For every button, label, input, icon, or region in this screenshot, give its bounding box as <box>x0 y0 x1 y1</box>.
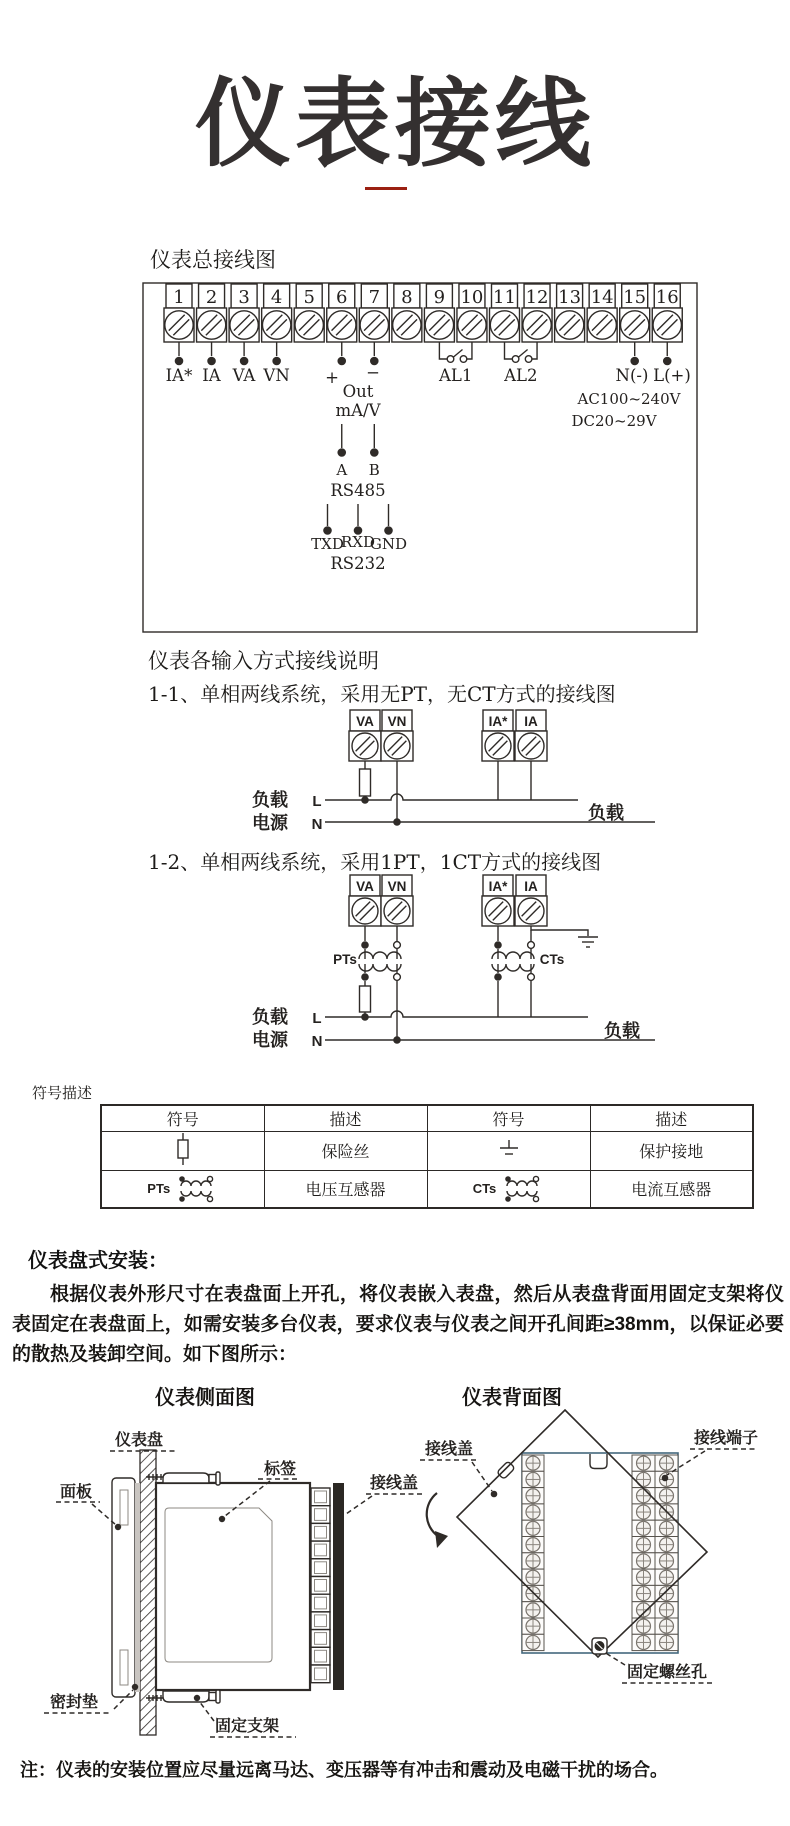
label-line-l: L <box>312 1010 322 1027</box>
label-terminals: 接线端子 <box>694 1430 759 1447</box>
ct-desc-cell: 电流互感器 <box>590 1170 753 1208</box>
overall-diagram-heading: 仪表总接线图 <box>150 248 276 272</box>
label-load-left: 负载 <box>252 1007 288 1027</box>
col-desc-2: 描述 <box>590 1105 753 1131</box>
label-wiring-cover: 接线盖 <box>370 1475 419 1492</box>
pt-desc-cell: 电压互感器 <box>264 1170 427 1208</box>
terminal-label: IA* <box>488 879 508 894</box>
ct-symbol-label: CTs <box>472 1181 497 1197</box>
terminal-number: 9 <box>433 287 446 308</box>
label-load-right: 负载 <box>604 1021 640 1041</box>
pt-transformer <box>359 926 401 1040</box>
mode1-wiring-diagram <box>140 703 670 838</box>
wiring-cover-bar <box>333 1483 344 1690</box>
label-load-right: 负载 <box>588 803 624 823</box>
install-heading: 仪表盘式安装： <box>28 1250 168 1272</box>
terminal-number: 8 <box>401 287 413 308</box>
terminal-number: 13 <box>558 287 582 308</box>
terminal-number: 15 <box>623 287 647 308</box>
label-cts: CTs <box>539 952 565 967</box>
terminal-number: 1 <box>173 287 185 308</box>
terminal-label: VA <box>356 714 374 729</box>
earth-symbol-cell <box>427 1131 590 1170</box>
side-view-diagram <box>30 1405 430 1750</box>
title-divider <box>365 187 407 190</box>
label-ia-star: IA* <box>165 366 193 385</box>
terminal-number: 7 <box>368 287 381 308</box>
label-pts: PTs <box>333 952 357 967</box>
label-out-unit: mA/V <box>335 401 381 420</box>
label-front-panel: 面板 <box>60 1484 93 1501</box>
label-power-dc: DC20~29V <box>571 412 657 430</box>
fuse-symbol <box>360 769 371 796</box>
mode1-title: 1-1、单相两线系统，采用无PT，无CT方式的接线图 <box>148 682 616 706</box>
label-bracket: 固定支架 <box>215 1718 280 1735</box>
label-rs485: RS485 <box>330 481 386 500</box>
terminal-label: VN <box>387 879 407 894</box>
mode1-terminals <box>349 710 547 761</box>
mode2-wiring-diagram <box>140 860 700 1055</box>
terminal-label: IA <box>524 714 538 729</box>
label-line-n: N <box>311 816 323 833</box>
pt-symbol-label: PTs <box>147 1181 171 1197</box>
label-rs232: RS232 <box>330 554 386 573</box>
cover-tab <box>497 1461 515 1479</box>
fuse-symbol-cell <box>101 1131 264 1170</box>
earth-icon <box>496 1139 522 1159</box>
terminal-number: 16 <box>655 287 679 308</box>
label-gasket: 密封垫 <box>50 1694 99 1711</box>
pt-coil-icon <box>174 1174 218 1204</box>
terminal-number: 5 <box>303 287 315 308</box>
pt-symbol-cell <box>101 1170 264 1208</box>
gasket-strip <box>135 1483 140 1692</box>
mode2-title: 1-2、单相两线系统，采用1PT，1CT方式的接线图 <box>148 850 602 874</box>
col-symbol-2: 符号 <box>427 1105 590 1131</box>
rotate-arrow <box>427 1493 448 1548</box>
terminal-number: 10 <box>460 287 484 308</box>
label-ia: IA <box>202 366 221 385</box>
label-source: 电源 <box>252 1030 288 1050</box>
label-power-ac: AC100~240V <box>577 390 681 408</box>
col-desc-1: 描述 <box>264 1105 427 1131</box>
ct-transformer <box>492 926 598 1017</box>
label-load-left: 负载 <box>252 790 288 810</box>
modes-heading: 仪表各输入方式接线说明 <box>148 649 379 673</box>
label-vn: VN <box>263 366 290 385</box>
terminal-number: 12 <box>525 287 549 308</box>
label-rs485-a: A <box>336 461 348 479</box>
fixing-screw-hole <box>592 1638 607 1654</box>
terminal-number: 2 <box>205 287 218 308</box>
label-al1: AL1 <box>439 366 473 385</box>
label-al2: AL2 <box>504 366 538 385</box>
label-screw-hole: 固定螺丝孔 <box>627 1664 708 1681</box>
install-paragraph: 根据仪表外形尺寸在表盘面上开孔，将仪表嵌入表盘，然后从表盘背面用固定支架将仪表固定在表盘面上，如需安装多台仪表，要求仪表与仪表之间开孔间距≥38mm，以保证必要的散热及装卸空间。如下图所示： <box>12 1284 784 1366</box>
terminal-number: 6 <box>336 287 348 308</box>
top-tab <box>590 1454 607 1469</box>
earth-desc-cell: 保护接地 <box>590 1131 753 1170</box>
fuse-symbol <box>360 986 371 1012</box>
fuse-icon <box>172 1132 194 1166</box>
panel-board-wall <box>140 1450 156 1735</box>
back-view-title: 仪表背面图 <box>462 1387 562 1409</box>
overall-wiring-diagram <box>140 278 700 640</box>
instrument-body <box>156 1483 310 1690</box>
fuse-desc-cell: 保险丝 <box>264 1131 427 1170</box>
terminal-number: 3 <box>238 287 250 308</box>
label-txd: TXD <box>311 535 344 553</box>
back-view-diagram <box>380 1405 790 1705</box>
side-view-title: 仪表侧面图 <box>155 1387 255 1409</box>
terminal-label: VN <box>387 714 407 729</box>
mode2-terminals <box>349 875 547 926</box>
terminal-number: 14 <box>590 287 614 308</box>
label-line-l: L <box>312 793 322 810</box>
ct-coil-icon <box>500 1174 544 1204</box>
symbol-table <box>100 1104 754 1209</box>
label-out-plus: + <box>325 368 339 387</box>
label-out-minus: − <box>366 363 380 382</box>
col-symbol-1: 符号 <box>101 1105 264 1131</box>
terminal-number: 11 <box>493 287 516 308</box>
label-wiring-cover: 接线盖 <box>425 1441 474 1458</box>
footer-note: 注：仪表的安装位置应尽量远离马达、变压器等有冲击和震动及电磁干扰的场合。 <box>20 1760 668 1780</box>
label-gnd: GND <box>369 535 408 553</box>
terminal-stack <box>311 1488 330 1683</box>
label-power-n: N(-) <box>615 366 649 385</box>
terminal-label: IA <box>524 879 538 894</box>
label-rxd: RXD <box>341 533 375 551</box>
label-panel-board: 仪表盘 <box>115 1432 164 1449</box>
label-rs485-b: B <box>368 461 380 479</box>
terminal-label: VA <box>356 879 374 894</box>
label-out: Out <box>342 382 374 401</box>
label-sticker: 标签 <box>264 1461 297 1478</box>
label-va: VA <box>232 366 256 385</box>
symbols-heading: 符号描述 <box>32 1084 93 1102</box>
bottom-bracket <box>146 1690 220 1703</box>
label-line-n: N <box>311 1033 323 1050</box>
earth-symbol <box>578 937 598 947</box>
page-title: 仪表接线 <box>195 71 595 178</box>
terminal-number: 4 <box>270 287 283 308</box>
ct-symbol-cell <box>427 1170 590 1208</box>
label-source: 电源 <box>252 813 288 833</box>
label-power-l: L(+) <box>653 366 691 385</box>
terminal-label: IA* <box>488 714 508 729</box>
